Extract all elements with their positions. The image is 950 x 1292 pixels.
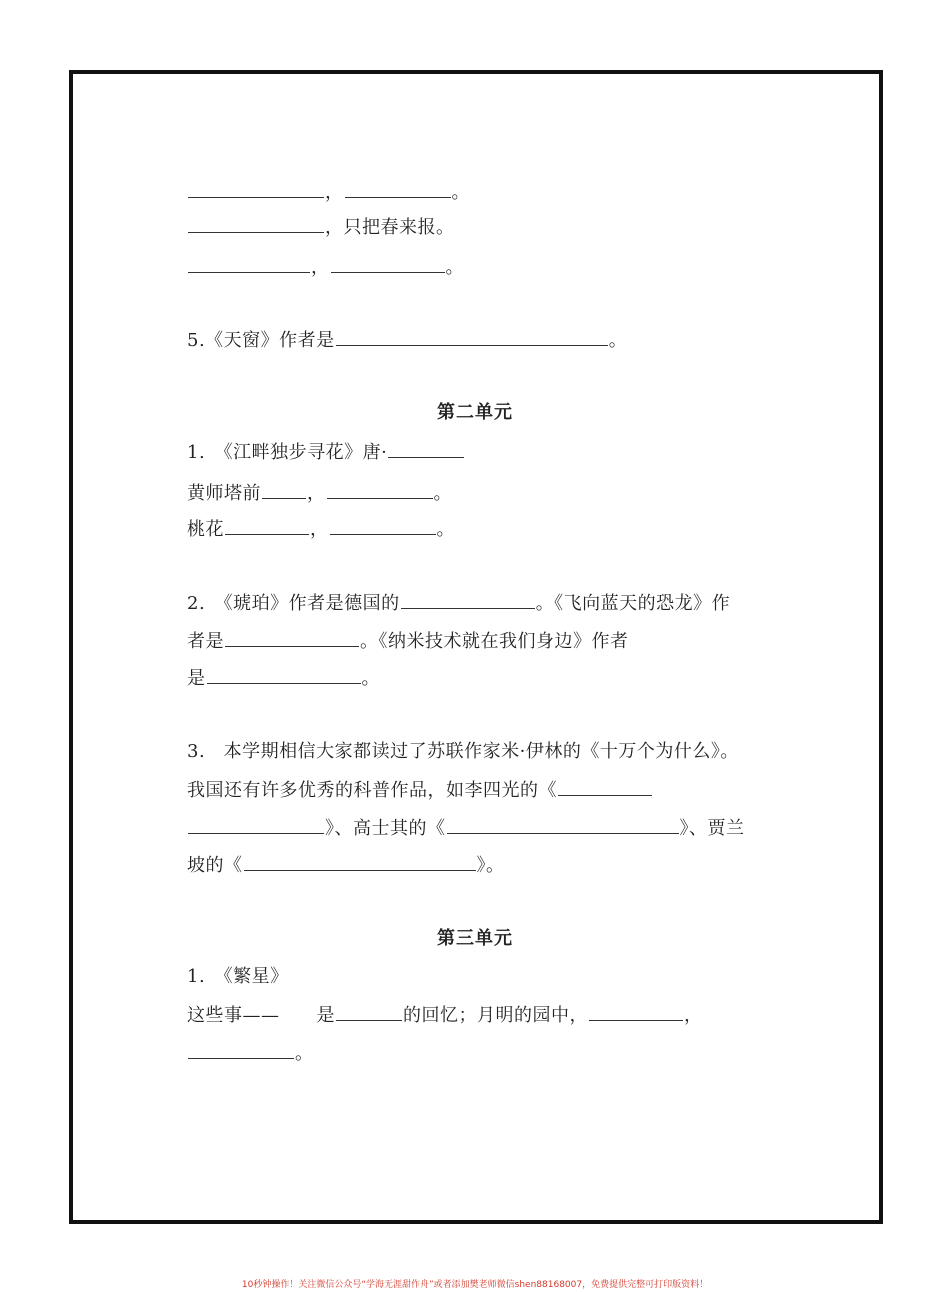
blank[interactable] bbox=[447, 815, 679, 834]
unit2-question-3-line-3 bbox=[187, 815, 745, 841]
unit3-question-1-title bbox=[187, 965, 289, 989]
question-text: 我国还有许多优秀的科普作品，如李四光的《 bbox=[187, 780, 557, 801]
blank[interactable] bbox=[589, 1002, 683, 1021]
line-end: 》。 bbox=[476, 855, 505, 876]
unit2-heading: 第二单元 bbox=[437, 402, 513, 423]
line-end: 。 bbox=[436, 519, 455, 540]
poem-text: 黄师塔前 bbox=[187, 483, 261, 504]
unit2-question-1-line-3 bbox=[187, 516, 455, 542]
question-5 bbox=[187, 327, 627, 353]
question-text: 2. 《琥珀》作者是德国的 bbox=[187, 593, 400, 614]
blank[interactable] bbox=[327, 480, 433, 499]
line-end: 。 bbox=[608, 330, 628, 351]
blank[interactable] bbox=[225, 628, 359, 647]
blank[interactable] bbox=[207, 665, 361, 684]
question-text: 5.《天窗》作者是 bbox=[187, 330, 335, 351]
blank[interactable] bbox=[558, 777, 652, 796]
separator: ， bbox=[311, 257, 330, 278]
question-text: 坡的《 bbox=[187, 855, 243, 876]
line-end: 。 bbox=[361, 668, 380, 689]
unit2-question-3-line-1 bbox=[187, 740, 739, 764]
unit2-question-2-line-1 bbox=[187, 590, 730, 616]
blank[interactable] bbox=[388, 439, 464, 458]
blank[interactable] bbox=[262, 480, 306, 499]
question-text: 1. 《繁星》 bbox=[187, 966, 289, 987]
unit2-question-1-title bbox=[187, 439, 465, 465]
blank[interactable] bbox=[401, 590, 535, 609]
question-text: 。《纳米技术就在我们身边》作者 bbox=[360, 631, 629, 652]
line-end: 。 bbox=[295, 1043, 314, 1064]
blank[interactable] bbox=[188, 214, 324, 233]
separator: ， bbox=[307, 483, 326, 504]
question-text: 这些事—— 是 bbox=[187, 1005, 335, 1026]
blank[interactable] bbox=[336, 327, 608, 346]
blank[interactable] bbox=[188, 254, 310, 273]
poem-line-2 bbox=[187, 214, 455, 240]
poem-text: ，只把春来报。 bbox=[325, 217, 455, 238]
line-end: 。 bbox=[433, 483, 452, 504]
blank[interactable] bbox=[331, 254, 445, 273]
unit3-question-1-line-3 bbox=[187, 1040, 314, 1066]
unit2-question-2-line-3 bbox=[187, 665, 380, 691]
blank[interactable] bbox=[188, 1040, 294, 1059]
question-text: 的回忆；月明的园中， bbox=[403, 1005, 588, 1026]
unit3-heading: 第三单元 bbox=[437, 928, 513, 949]
line-end: 。 bbox=[445, 257, 464, 278]
blank[interactable] bbox=[225, 516, 309, 535]
blank[interactable] bbox=[336, 1002, 402, 1021]
footer-promo-text: 10秒钟操作！关注微信公众号“学海无涯甜作舟”或者添加樊老师微信shen88168007，免费提供完整可打印版资料！ bbox=[241, 1280, 709, 1290]
question-text: 3. 本学期相信大家都读过了苏联作家米·伊林的《十万个为什么》。 bbox=[187, 741, 739, 762]
blank[interactable] bbox=[345, 179, 451, 198]
line-end: 。 bbox=[451, 182, 470, 203]
poem-line-3 bbox=[187, 254, 464, 280]
blank[interactable] bbox=[188, 815, 324, 834]
unit2-question-3-line-4 bbox=[187, 852, 505, 878]
question-text: 者是 bbox=[187, 631, 224, 652]
unit2-question-1-line-2 bbox=[187, 480, 452, 506]
question-text: 》、高士其的《 bbox=[325, 818, 446, 839]
question-text: 1. 《江畔独步寻花》唐· bbox=[187, 442, 388, 463]
separator: ， bbox=[310, 519, 329, 540]
poem-line-1 bbox=[187, 179, 470, 205]
blank[interactable] bbox=[188, 179, 324, 198]
unit2-question-2-line-2 bbox=[187, 628, 629, 654]
unit2-question-3-line-2 bbox=[187, 777, 653, 803]
separator: ， bbox=[325, 182, 344, 203]
question-text: 是 bbox=[187, 668, 206, 689]
separator: ， bbox=[684, 1005, 703, 1026]
question-text: 》、贾兰 bbox=[679, 818, 745, 839]
unit3-question-1-line-2 bbox=[187, 1002, 703, 1028]
blank[interactable] bbox=[244, 852, 476, 871]
blank[interactable] bbox=[330, 516, 436, 535]
question-text: 。《飞向蓝天的恐龙》作 bbox=[535, 593, 731, 614]
poem-text: 桃花 bbox=[187, 519, 224, 540]
